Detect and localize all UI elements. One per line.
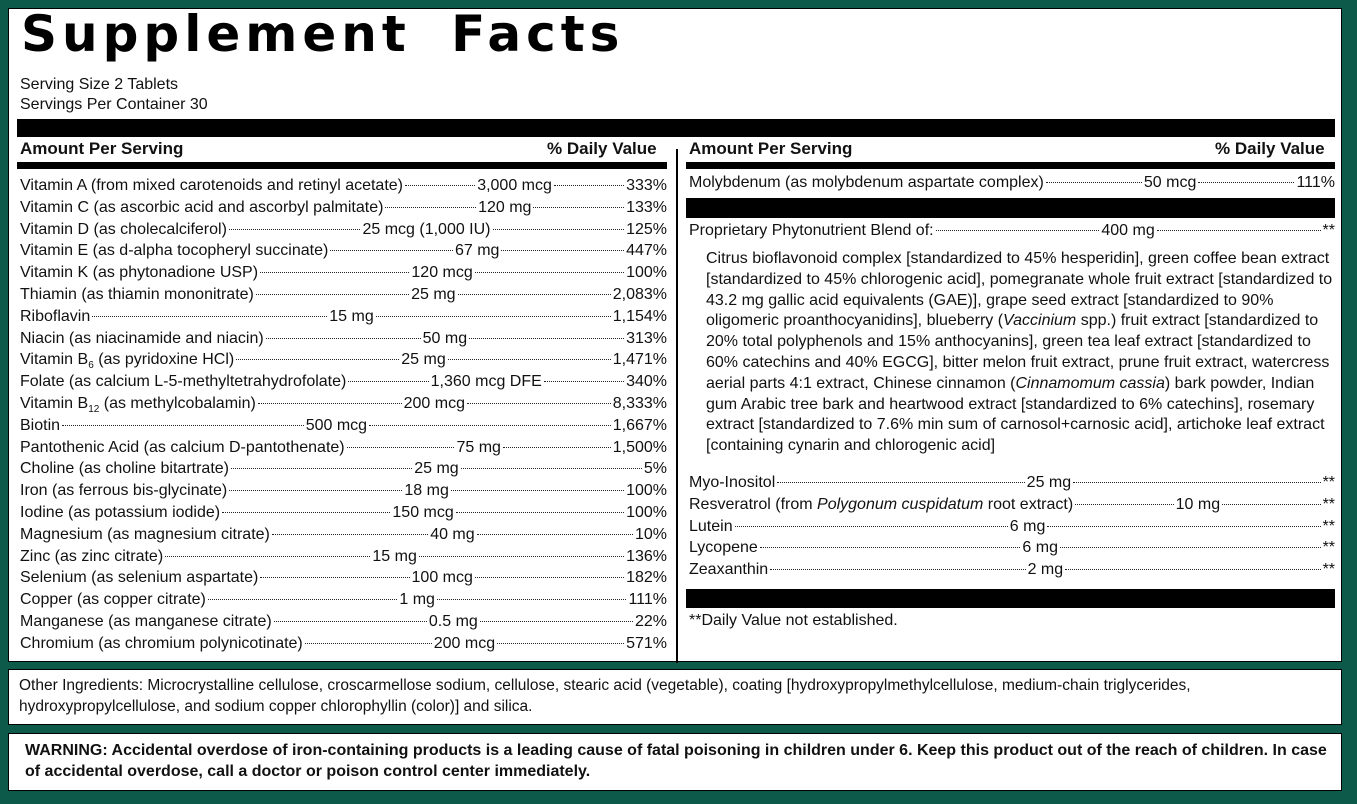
nutrient-row — [20, 458, 667, 480]
nutrient-name: Myo-Inositol — [689, 474, 776, 491]
dot-leader — [62, 425, 304, 426]
dot-leader — [777, 482, 1024, 483]
nutrient-dv: ** — [1322, 474, 1336, 491]
nutrient-amount: 18 mg — [404, 482, 449, 500]
nutrient-amount: 500 mcg — [305, 416, 368, 434]
dot-leader — [448, 359, 611, 360]
dot-leader — [222, 512, 390, 513]
dot-leader — [503, 447, 611, 448]
dot-leader — [760, 547, 1021, 548]
nutrient-amount: 15 mg — [372, 547, 417, 565]
nutrient-name — [20, 349, 234, 371]
dot-leader — [229, 490, 402, 491]
dot-leader — [369, 425, 611, 426]
right-nutrient-list — [689, 172, 1335, 194]
nutrient-dv: 571% — [626, 634, 667, 652]
dot-leader — [475, 577, 624, 578]
nutrient-name-part: Vitamin B — [20, 394, 89, 412]
dot-leader — [497, 643, 624, 644]
blend-ingredients: Citrus bioflavonoid complex [standardized to 45% hesperidin], green coffee bean extract [standardized to 45% chlorogenic acid], pomegranate whole fruit extract [standardized to 43.2 mg gallic acid equivalents (GAE)], grape seed extract [standardized to 90% oligomeric proanthocyanidins], blueberry (Vaccinium spp.) fruit extract [standardized to 20% total polyphenols and 15% anthocyanins], green tea leaf extract [standardized to 60% catechins and 40% EGCG], bitter melon fruit extract, prune fruit extract, watercress aerial parts 4:1 extract, Chinese cinnamon (Cinnamomum cassia) bark powder, Indian gum Arabic tree bark and heartwood extract [standardized to 6% catechins], rosemary extract [standardized to 7.6% min sum of carnosol+carnosic acid], artichoke leaf extract [containing cynarin and chlorogenic acid] — [706, 250, 1333, 455]
supplement-facts-panel — [8, 5, 1342, 662]
nutrient-name: Chromium (as chromium polynicotinate) — [20, 634, 303, 652]
dot-leader — [347, 447, 455, 448]
dot-leader — [385, 207, 476, 208]
nutrient-name: Riboflavin — [20, 307, 91, 325]
dot-leader — [305, 643, 432, 644]
dot-leader — [735, 526, 1008, 527]
nutrient-dv: 5% — [643, 460, 667, 478]
dot-leader — [330, 250, 453, 251]
nutrient-amount: 67 mg — [454, 242, 500, 260]
dot-leader — [480, 621, 633, 622]
nutrient-name: Molybdenum (as molybdenum aspartate complex) — [689, 174, 1044, 191]
dot-leader — [437, 599, 627, 600]
left-header-divider — [17, 162, 667, 169]
nutrient-amount: 25 mg — [401, 351, 446, 369]
left-amount-header: Amount Per Serving — [20, 139, 184, 158]
panel-title: Supplement Facts — [21, 5, 625, 63]
nutrient-dv: 111% — [628, 591, 668, 609]
dot-leader — [544, 381, 624, 382]
warning-panel — [8, 733, 1342, 791]
column-divider — [676, 149, 678, 663]
nutrient-row — [20, 524, 667, 546]
dot-leader — [477, 534, 633, 535]
nutrient-row — [689, 494, 1335, 516]
left-nutrient-list — [20, 175, 667, 655]
nutrient-amount: 120 mcg — [411, 264, 473, 282]
nutrient-amount: 50 mcg — [1143, 174, 1197, 191]
nutrient-name-part: root extract) — [983, 495, 1074, 513]
dot-leader — [348, 381, 428, 382]
footnote: **Daily Value not established. — [689, 612, 898, 629]
dot-leader — [469, 338, 624, 339]
nutrient-name: Zinc (as zinc citrate) — [20, 547, 164, 565]
nutrient-row — [20, 219, 667, 241]
nutrient-amount: 40 mg — [430, 525, 475, 543]
nutrient-amount: 50 mg — [422, 329, 468, 347]
nutrient-name-part: (as pyridoxine HCl) — [93, 351, 235, 369]
blend-dv: ** — [1322, 222, 1335, 239]
nutrient-name: Magnesium (as magnesium citrate) — [20, 525, 270, 543]
blend-name: Proprietary Phytonutrient Blend of: — [689, 222, 934, 239]
nutrient-name-part: (as methylcobalamin) — [99, 394, 256, 412]
nutrient-name: Thiamin (as thiamin mononitrate) — [20, 285, 254, 303]
dot-leader — [229, 229, 361, 230]
nutrient-dv: 1,471% — [612, 351, 667, 369]
right-footer-bar — [686, 589, 1335, 608]
dot-leader — [533, 207, 624, 208]
nutrient-amount: 75 mg — [456, 438, 501, 456]
nutrient-row — [20, 611, 667, 633]
nutrient-row — [689, 472, 1335, 494]
nutrient-amount: 25 mg — [414, 460, 459, 478]
right-header-divider — [686, 162, 1335, 169]
nutrient-dv: 182% — [626, 569, 668, 587]
nutrient-amount: 200 mcg — [433, 634, 496, 652]
nutrient-amount: 1,360 mcg DFE — [430, 373, 542, 391]
nutrient-name-subscript: 12 — [88, 404, 100, 416]
dot-leader — [1075, 504, 1173, 505]
blend-amount: 400 mg — [1101, 222, 1155, 239]
nutrient-dv: ** — [1322, 495, 1336, 513]
dot-leader — [554, 185, 624, 186]
nutrient-name: Vitamin D (as cholecalciferol) — [20, 220, 227, 238]
dot-leader — [1222, 504, 1320, 505]
dot-leader — [376, 316, 611, 317]
nutrient-name: Selenium (as selenium aspartate) — [20, 569, 259, 587]
nutrient-amount: 25 mg — [411, 285, 456, 303]
nutrient-dv: 340% — [626, 373, 667, 391]
nutrient-amount: 1 mg — [399, 591, 435, 609]
nutrient-name — [689, 494, 1073, 516]
nutrient-amount: 200 mcg — [403, 394, 465, 412]
nutrient-dv: ** — [1322, 539, 1336, 557]
nutrient-amount: 6 mg — [1022, 539, 1058, 557]
nutrient-dv: 333% — [626, 177, 668, 194]
nutrient-row — [20, 589, 667, 611]
nutrient-name: Iodine (as potassium iodide) — [20, 503, 221, 521]
nutrient-dv: 1,154% — [612, 307, 667, 325]
nutrient-row — [20, 240, 667, 262]
nutrient-dv: 100% — [626, 264, 668, 282]
dot-leader — [272, 534, 428, 535]
dot-leader — [1060, 547, 1321, 548]
nutrient-dv: 22% — [634, 612, 667, 630]
dot-leader — [501, 250, 624, 251]
dot-leader — [208, 599, 398, 600]
nutrient-name: Vitamin A (from mixed carotenoids and retinyl acetate) — [20, 177, 403, 194]
nutrient-dv: 1,667% — [612, 416, 668, 434]
nutrient-row — [20, 437, 667, 459]
nutrient-name: Vitamin C (as ascorbic acid and ascorbyl palmitate) — [20, 198, 384, 216]
nutrient-row — [20, 284, 667, 306]
nutrient-amount: 15 mg — [329, 307, 374, 325]
other-ingredients: Other Ingredients: Microcrystalline cellulose, croscarmellose sodium, cellulose, stearic acid (vegetable), coating [hydroxypropylmethylcellulose, medium-chain triglycerides, hydroxypropylcellulose, and sodium copper chlorophyllin (color)] and silica. — [19, 677, 1191, 715]
dot-leader — [1065, 569, 1320, 570]
dot-leader — [458, 294, 611, 295]
nutrient-amount: 2 mg — [1027, 561, 1064, 579]
nutrient-amount: 150 mcg — [392, 503, 454, 521]
nutrient-amount: 6 mg — [1009, 517, 1046, 535]
dot-leader — [770, 569, 1025, 570]
nutrient-row — [20, 567, 667, 589]
dot-leader — [92, 316, 327, 317]
nutrient-row — [20, 393, 667, 415]
nutrient-amount: 0.5 mg — [428, 612, 478, 630]
nutrient-amount: 120 mg — [478, 198, 532, 216]
nutrient-row — [20, 349, 667, 371]
right-amount-header: Amount Per Serving — [689, 139, 853, 158]
nutrient-row — [20, 480, 667, 502]
dot-leader — [1073, 482, 1320, 483]
right-dv-header: % Daily Value — [1215, 139, 1325, 158]
nutrient-name: Manganese (as manganese citrate) — [20, 612, 272, 630]
blend-row — [689, 220, 1335, 242]
nutrient-dv: 1,500% — [612, 438, 668, 456]
dot-leader — [256, 294, 409, 295]
dot-leader — [258, 403, 402, 404]
nutrient-row — [20, 633, 667, 655]
nutrient-name: Niacin (as niacinamide and niacin) — [20, 329, 264, 347]
nutrient-row — [20, 371, 667, 393]
nutrient-amount: 25 mg — [1026, 474, 1072, 491]
nutrient-amount: 3,000 mcg — [477, 177, 552, 194]
nutrient-name-subscript: 6 — [88, 360, 94, 372]
nutrient-dv: 8,333% — [612, 394, 668, 412]
nutrient-name-italic: Polygonum cuspidatum — [817, 495, 984, 513]
serving-size: Serving Size 2 Tablets — [20, 76, 179, 93]
dot-leader — [274, 621, 427, 622]
dot-leader — [456, 512, 624, 513]
dot-leader — [419, 556, 624, 557]
nutrient-dv: 100% — [626, 482, 668, 500]
dot-leader — [1046, 182, 1142, 183]
dot-leader — [467, 403, 611, 404]
nutrient-name: Zeaxanthin — [689, 561, 769, 579]
nutrient-dv: 136% — [626, 547, 667, 565]
nutrient-amount: 10 mg — [1175, 495, 1221, 513]
servings-per-container: Servings Per Container 30 — [20, 96, 208, 113]
nutrient-name-part: Resveratrol (from — [689, 495, 818, 513]
nutrient-row — [20, 306, 667, 328]
nutrient-dv: 125% — [626, 220, 667, 238]
nutrient-name — [20, 393, 256, 415]
dot-leader — [236, 359, 399, 360]
nutrient-name: Pantothenic Acid (as calcium D-pantothenate) — [20, 438, 345, 456]
nutrient-row — [20, 328, 667, 350]
dot-leader — [493, 229, 625, 230]
nutrient-dv: ** — [1322, 561, 1336, 579]
nutrient-name: Lycopene — [689, 539, 758, 557]
dot-leader — [451, 490, 624, 491]
dot-leader — [475, 272, 624, 273]
dot-leader — [1198, 182, 1294, 183]
dot-leader — [266, 338, 421, 339]
thick-divider-bar — [17, 119, 1335, 137]
nutrient-dv: 111% — [1296, 174, 1335, 191]
nutrient-name: Copper (as copper citrate) — [20, 591, 206, 609]
nutrient-name: Folate (as calcium L-5-methyltetrahydrofolate) — [20, 373, 347, 391]
nutrient-row — [689, 559, 1335, 581]
right-nutrient-list-lower — [689, 472, 1335, 581]
dot-leader — [165, 556, 370, 557]
nutrient-row — [20, 502, 667, 524]
dot-leader — [405, 185, 475, 186]
dot-leader — [1047, 526, 1320, 527]
nutrient-name: Lutein — [689, 517, 733, 535]
nutrient-dv: 2,083% — [612, 285, 668, 303]
dot-leader — [461, 468, 642, 469]
nutrient-row — [20, 415, 667, 437]
nutrient-name: Iron (as ferrous bis-glycinate) — [20, 482, 228, 500]
dot-leader — [231, 468, 412, 469]
right-section-bar — [686, 198, 1335, 218]
nutrient-name: Vitamin E (as d-alpha tocopheryl succinate) — [20, 242, 329, 260]
nutrient-row-molybdenum — [689, 172, 1335, 194]
nutrient-amount: 100 mcg — [411, 569, 473, 587]
nutrient-name: Vitamin K (as phytonadione USP) — [20, 264, 259, 282]
dot-leader — [936, 230, 1100, 231]
nutrient-name-part: Vitamin B — [20, 351, 89, 369]
iron-warning: WARNING: Accidental overdose of iron-containing products is a leading cause of fatal poisoning in children under 6. Keep this product out of the reach of children. In case of accidental overdose, call a doctor or poison control center immediately. — [25, 742, 1327, 780]
nutrient-name: Choline (as choline bitartrate) — [20, 460, 229, 478]
nutrient-name: Biotin — [20, 416, 61, 434]
nutrient-dv: 10% — [634, 525, 667, 543]
blend-header-row-wrap — [689, 220, 1335, 242]
dot-leader — [1157, 230, 1321, 231]
nutrient-dv: 313% — [626, 329, 668, 347]
nutrient-row — [20, 262, 667, 284]
nutrient-dv: 133% — [626, 198, 667, 216]
dot-leader — [260, 577, 409, 578]
nutrient-dv: ** — [1322, 517, 1335, 535]
nutrient-dv: 100% — [626, 503, 667, 521]
nutrient-row — [689, 537, 1335, 559]
nutrient-dv: 447% — [626, 242, 668, 260]
nutrient-row — [689, 516, 1335, 538]
nutrient-row — [20, 546, 667, 568]
dot-leader — [260, 272, 409, 273]
nutrient-amount: 25 mcg (1,000 IU) — [362, 220, 491, 238]
other-ingredients-panel — [8, 669, 1342, 725]
nutrient-row — [20, 197, 667, 219]
nutrient-row — [20, 175, 667, 197]
left-dv-header: % Daily Value — [547, 139, 657, 158]
